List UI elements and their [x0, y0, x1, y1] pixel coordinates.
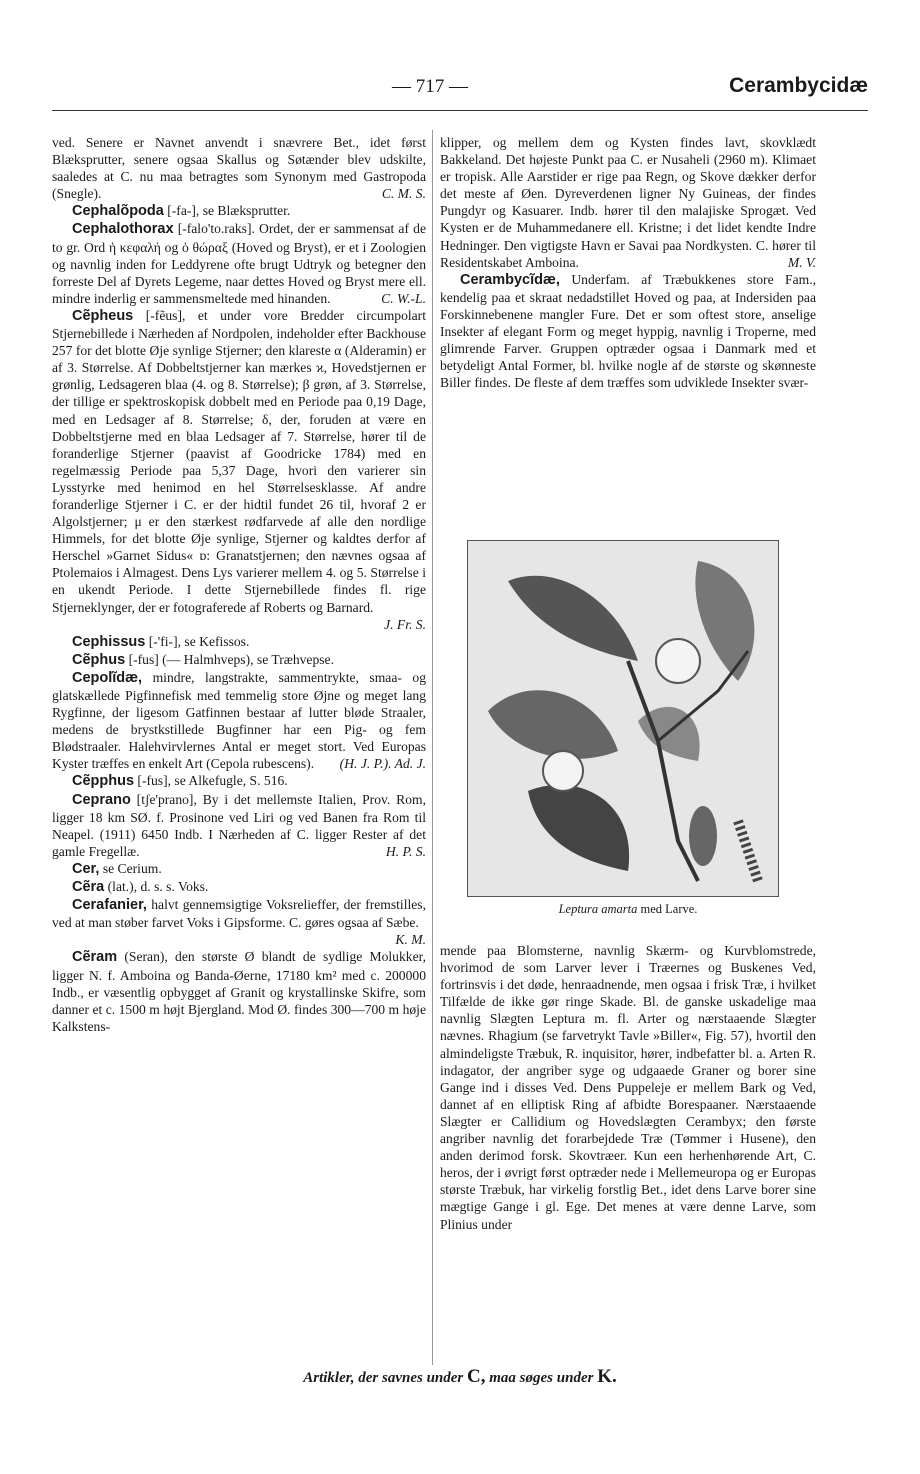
- leaf-branch-drawing: [468, 541, 778, 896]
- entry-text: Underfam. af Træbukkenes store Fam., kendelig paa et skraat nedadstillet Hoved og paa, at Indersiden paa Forskinnebenene mangler Fure. Det er som oftest store, anselige Insekter af elegant Form og meget hyppig, navnlig i Troperne, med glimrende Farver. Gruppen optræder ogsaa i Danmark med et betydeligt Antal Former, bl. hvilke nogle af de største og skønneste Biller findes. De fleste af dem træffes som udviklede Insekter svær-: [440, 271, 816, 391]
- column-divider: [432, 130, 433, 1365]
- leptura-illustration: [467, 540, 779, 897]
- dictionary-entry: [52, 948, 426, 1034]
- figure-caption: [440, 902, 816, 917]
- entry-text: [-fus] (— Halmhveps), se Træhvepse.: [125, 651, 334, 667]
- entry-headword: Cerafanier,: [72, 897, 147, 914]
- dictionary-entry: [52, 220, 426, 306]
- entry-text: (lat.), d. s. s. Voks.: [104, 879, 209, 895]
- entry-headword: Cer,: [72, 860, 100, 877]
- caption-species: Leptura amarta: [558, 902, 638, 916]
- entry-text: klipper, og mellem dem og Kysten findes lavt, skovklædt Bakkeland. Det højeste Punkt paa C. er Nusaheli (2960 m). Klimaet er tropisk. Alle Aarstider er rige paa Regn, og Skove dækker derfor det meste af Øen. Dyreverdenen ligner Ny Guineas, der findes Pungdyr og Kasuarer. Indb. hører til den malajiske Sprogæt. Ved Kysten er de Muhammedanere ell. Kristne; i det lidet kendte Indre Hedninger. Den vigtigste Havn er Savai paa Nordkysten. C. hører til Residentskabet Amboina.: [440, 135, 816, 270]
- right-column-top: [440, 134, 816, 391]
- dictionary-entry: [52, 860, 426, 878]
- header-rule: [52, 110, 868, 111]
- entry-text: [-fus], se Alkefugle, S. 516.: [134, 773, 288, 789]
- footer-letter-k: K.: [597, 1366, 617, 1387]
- entry-signature: J. Fr. S.: [384, 616, 426, 632]
- entry-headword: Ceprano: [72, 791, 131, 808]
- entry-text: [-falo'to.raks]. Ordet, der er sammensat af de to gr. Ord ἡ κεφαλή og ὁ θώραξ (Hoved og Bryst), er et i Zoologien og navnlig inden for Leddyrene ofte brugt Udtryk og betegner den forreste Del af Dyrets Legeme, naar dettes Hoved og Bryst mere ell. mindre inderlig er sammensmeltede med hinanden.: [52, 221, 426, 306]
- entry-headword: Cẽpheus: [72, 307, 134, 324]
- dictionary-entry: [52, 633, 426, 651]
- entry-headword: Cephalothorax: [72, 221, 174, 238]
- entry-text: [-fa-], se Blæksprutter.: [163, 203, 291, 219]
- entry-text: [tʃe'prano], By i det mellemste Italien, Prov. Rom, ligger 18 km SØ. f. Prosinone ved Liri og ved Banen fra Rom til Neapel. (1911) 6450 Indb. I Nærheden af C. ligger Rester af det gamle Fregellæ.: [52, 791, 426, 859]
- page-header: [52, 74, 868, 104]
- dictionary-entry: [52, 878, 426, 896]
- entry-text: (Seran), den største Ø blandt de sydlige Molukker, ligger N. f. Amboina og Banda-Øerne, 17180 km² med c. 200000 Indb., er væsentlig opbygget af Granit og krystallinske Skifre, som danner et c. 1500 m højt Bjergland. Mod Ø. findes 300—700 m høje Kalkstens-: [52, 949, 426, 1034]
- entry-continuation: [52, 134, 426, 202]
- entry-signature: M. V.: [787, 254, 816, 270]
- entry-headword: Cepolĩdæ,: [72, 669, 143, 686]
- caption-text: med Larve.: [637, 902, 698, 916]
- footer-text-1: Artikler, der savnes under: [303, 1370, 468, 1386]
- dictionary-entry: [52, 202, 426, 220]
- entry-continuation: [440, 942, 816, 1233]
- entry-text: se Cerium.: [99, 860, 162, 876]
- entry-signature: H. P. S.: [385, 843, 426, 859]
- dictionary-entry: [52, 651, 426, 669]
- entry-text: [-'fi-], se Kefissos.: [145, 633, 250, 649]
- entry-signature: C. W.-L.: [381, 290, 426, 306]
- right-column-bottom: [440, 942, 816, 1233]
- entry-text: ved. Senere er Navnet anvendt i snævrere Bet., idet først Blæksprutter, senere ogsaa Skallus og Søtænder blev udskilte, saaledes at C. nu maa betragtes som Synonym med Gastropoda (Snegle).: [52, 135, 426, 202]
- page-number: — 717 —: [392, 76, 468, 97]
- dictionary-entry: [52, 896, 426, 948]
- entry-text: mende paa Blomsterne, navnlig Skærm- og Kurvblomstrede, hvorimod de som Larver lever i Træernes og Buskenes Ved, fortrinsvis i det døde, henraadnende, men ogsaa i frisk Træ, i hvilket Tilfælde de ikke gør ringe Skade. Bl. de ganske uskadelige maa navnlig Slægten Leptura m. fl. Arter og nærstaaende Slægter nævnes. Rhagium (se farvetrykt Tavle »Biller«, Fig. 57), hvortil den almindeligste Træbuk, R. inquisitor, hører, indbefatter bl. a. Arten R. indagator, der angriber syge og udgaaede Graner og borer sine Gange ind i disses Ved. Dens Puppeleje er mellem Bark og Ved, dannet af en elliptisk Ring af afbidte Borespaaner. Nærstaaende Slægter er Callidium og Hovedslægten Cerambyx; den første angriber navnlig det forarbejdede Træ (Tømmer i Husene), den anden derimod forsk. Skovtræer. Kun een herhenhørende Art, C. heros, der i øvrigt først optræder nede i Mellemeuropa og er Europas største Træbuk, har virkelig forstlig Bet., idet dens Larve borer sine mægtige Gange i gl. Ege. Det menes at være denne Larve, som Plinius under: [440, 943, 816, 1232]
- entry-headword: Cẽram: [72, 949, 118, 966]
- entry-headword: Cẽphus: [72, 651, 126, 668]
- entry-headword: Cephalõpoda: [72, 203, 164, 220]
- footer-note: [52, 1366, 868, 1388]
- entry-continuation: [440, 134, 816, 271]
- entry-signature: C. M. S.: [381, 186, 426, 202]
- dictionary-entry: [52, 772, 426, 790]
- entry-text: [-fẽus], et under vore Bredder circumpolart Stjernebillede i Nærheden af Nordpolen, indeholder efter Backhouse 257 for det blotte Øje synlige Stjerner; den klareste α (Alderamin) er af 3. Størrelse. Af Dobbeltstjerner kan mærkes ϰ, Hovedstjernen er grønlig, Ledsageren blaa (4. og 8. Størrelse); β grøn, af 3. Størrelse, der tillige er spektroskopisk dobbelt med en Periode paa 0,19 Dage, med en Ledsager af 8. Størrelse; δ, der, foruden at være en Dobbeltstjerne med en blaa Ledsager af 7. Størrelse, hører til de foranderlige Stjerner (paavist af Goodricke 1784) med en regelmæssig Periode paa 5,37 Dage, hvori den varierer sin Lysstyrke med henimod en hel Størrelsesklasse. Af andre foranderlige Stjerner i C. er der hidtil fundet 26 til, hvoraf 2 er Algolstjerner; μ er den stærkest rødfarvede af alle den nordlige Himmels, for det blotte Øje synlige, Stjerner og kaldtes derfor af Herschel »Garnet Sidus« ɒ: Granatstjernen; den nævnes ogsaa af Ptolemaios i Almagest. Dens Lys varierer mellem 4. og 5. Størrelse i en ukendt Periode. I dette Stjernebillede findes fl. rige Stjerneklynger, der er fotograferede af Roberts og Barnard.: [52, 307, 426, 615]
- entry-signature: (H. J. P.). Ad. J.: [339, 756, 426, 772]
- footer-letter-c: C,: [467, 1366, 486, 1387]
- left-column: [52, 134, 426, 1035]
- dictionary-entry: [52, 791, 426, 860]
- dictionary-entry: [52, 669, 426, 773]
- entry-headword: Cẽra: [72, 879, 105, 896]
- entry-text: mindre, langstrakte, sammentrykte, smaa- og glatskællede Pigfinnefisk med temmelig store Øjne og meget lang Rygfinne, der ligesom Gatfinnen bestaar af lutter bløde Straaler, medens de brystkstillede Bugfinner har een Pig- og fem Blødstraaler. Halehvirvlernes Antal er meget stort. Ved Europas Kyster træffes en enkelt Art (Cepola rubescens).: [52, 669, 426, 772]
- entry-text: halvt gennemsigtige Voksrelieffer, der fremstilles, ved at man støber farvet Voks i Gipsforme. C. gøres ogsaa af Sæbe.: [52, 897, 426, 931]
- dictionary-entry: [52, 307, 426, 633]
- entry-headword: Cerambycĩdæ,: [460, 271, 560, 288]
- dictionary-entry: [440, 271, 816, 392]
- footer-text-2: maa søges under: [485, 1370, 598, 1386]
- entry-headword: Cephissus: [72, 633, 146, 650]
- running-headword: Cerambycidæ: [729, 74, 868, 97]
- entry-signature: K. M.: [395, 932, 426, 948]
- entry-headword: Cẽpphus: [72, 773, 135, 790]
